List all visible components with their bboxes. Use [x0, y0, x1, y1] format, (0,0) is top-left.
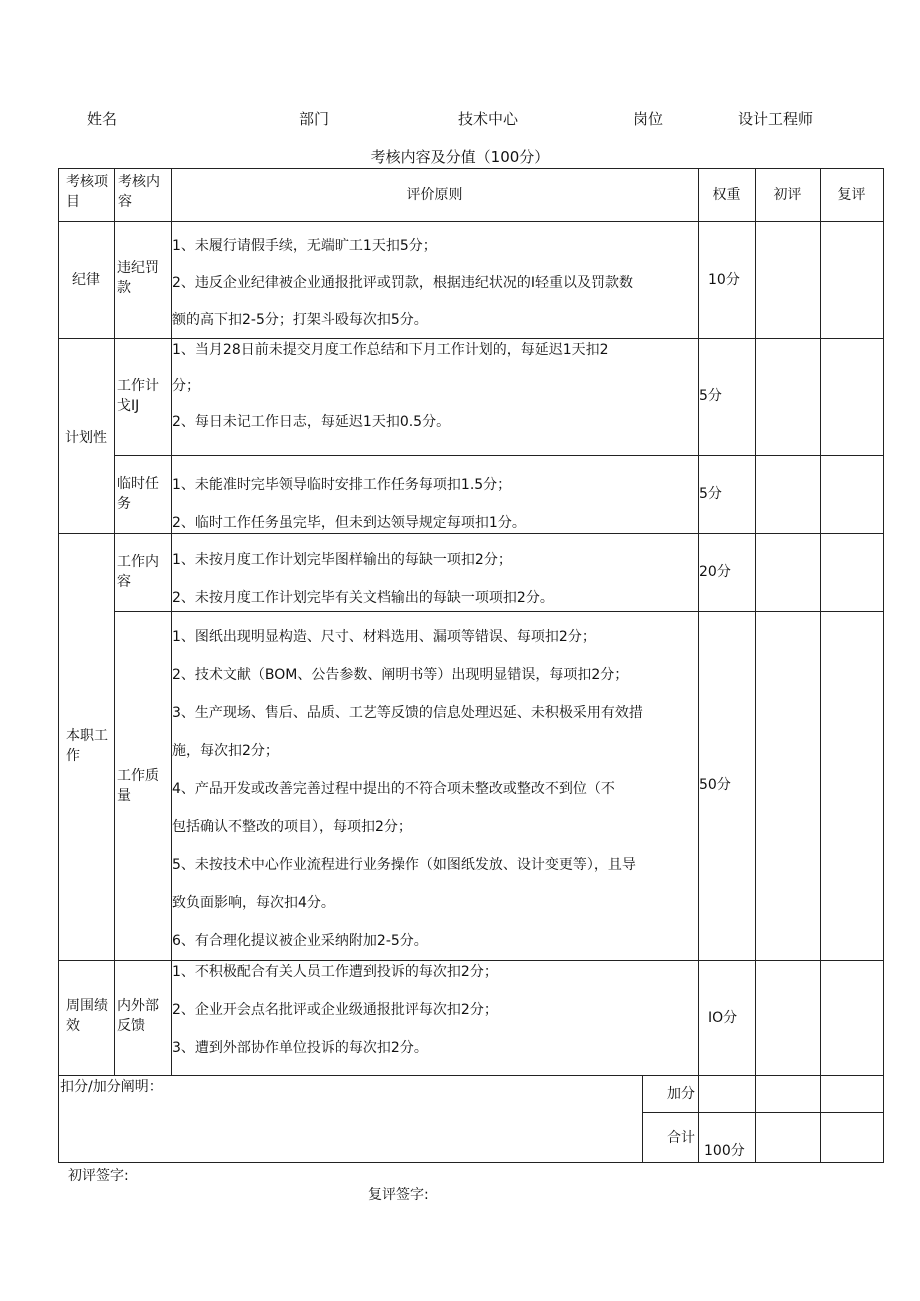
item-plan: 计划性 — [65, 430, 107, 446]
item-feedback: 周围绩效 — [66, 998, 108, 1034]
col-header-second: 复评 — [837, 187, 866, 203]
criteria-line: 包括确认不整改的项目），每项扣2分； — [172, 819, 412, 835]
weight-discipline: 10分 — [708, 272, 740, 288]
second-signature-label: 复评签字: — [368, 1187, 429, 1203]
criteria-line: 1、不积极配合有关人员工作遭到投诉的每次扣2分； — [172, 964, 498, 980]
weight-work-quality: 50分 — [699, 777, 731, 793]
content-feedback: 内外部反馈 — [117, 998, 159, 1034]
criteria-plan — [172, 340, 698, 432]
weight-plan: 5分 — [699, 388, 722, 404]
criteria-line: 2、违反企业纪律被企业通报批评或罚款，根据违纪状况的I轻重以及罚款数 — [172, 275, 634, 291]
criteria-line: 6、有合理化提议被企业采纳附加2-5分。 — [172, 933, 428, 949]
col-header-weight: 权重 — [712, 187, 741, 203]
criteria-line: 1、未按月度工作计划完毕图样输出的每缺一项扣2分； — [172, 552, 512, 568]
criteria-temp — [172, 475, 698, 533]
criteria-line: 2、未按月度工作计划完毕有关文档输出的每缺一项项扣2分。 — [172, 590, 554, 606]
bonus-label: 加分 — [667, 1086, 695, 1102]
criteria-feedback — [172, 962, 698, 1058]
criteria-line: 2、技术文献（BOM、公告参数、阐明书等）出现明显错误，每项扣2分； — [172, 667, 629, 683]
criteria-work-content — [172, 550, 698, 608]
criteria-line: 分； — [172, 378, 200, 394]
criteria-line: 3、生产现场、售后、品质、工艺等反馈的信息处理迟延、未积极采用有效措 — [172, 705, 643, 721]
post-label: 岗位 — [633, 110, 664, 128]
content-temp: 临时任务 — [117, 476, 159, 512]
table-title: 考核内容及分值（100分） — [370, 148, 550, 166]
criteria-line: 1、图纸出现明显构造、尺寸、材料选用、漏项等错误、每项扣2分； — [172, 629, 596, 645]
criteria-line: 5、未按技术中心作业流程进行业务操作（如图纸发放、设计变更等），且导 — [172, 857, 636, 873]
weight-feedback: IO分 — [708, 1010, 738, 1026]
total-value: 100分 — [704, 1143, 745, 1159]
criteria-line: 2、每日未记工作日志，每延迟1天扣0.5分。 — [172, 414, 451, 430]
content-plan: 工作计戈IJ — [117, 378, 159, 414]
col-header-criteria: 评价原则 — [406, 187, 463, 203]
col-header-item: 考核项目 — [66, 174, 108, 210]
criteria-line: 致负面影响，每次扣4分。 — [172, 895, 335, 911]
weight-work-content: 20分 — [699, 564, 731, 580]
total-label: 合计 — [667, 1130, 695, 1146]
col-header-content: 考核内容 — [118, 174, 160, 210]
criteria-line: 2、临时工作任务虽完毕，但未到达领导规定每项扣1分。 — [172, 515, 526, 531]
criteria-line: 3、遭到外部协作单位投诉的每次扣2分。 — [172, 1040, 428, 1056]
name-label: 姓名 — [87, 110, 118, 128]
criteria-line: 额的高下扣2-5分；打架斗殴每次扣5分。 — [172, 312, 428, 328]
criteria-work-quality — [172, 627, 698, 951]
dept-label: 部门 — [299, 110, 330, 128]
note-label: 扣分/加分阐明： — [60, 1079, 163, 1095]
dept-value: 技术中心 — [458, 110, 519, 128]
weight-temp: 5分 — [699, 486, 722, 502]
content-work-content: 工作内容 — [117, 554, 159, 590]
criteria-line: 1、当月28日前未提交月度工作总结和下月工作计划的，每延迟1天扣2 — [172, 342, 609, 358]
criteria-line: 1、未能准时完毕领导临时安排工作任务每项扣1.5分； — [172, 477, 512, 493]
criteria-discipline — [172, 236, 698, 330]
criteria-line: 2、企业开会点名批评或企业级通报批评每次扣2分； — [172, 1002, 498, 1018]
post-value: 设计工程师 — [738, 110, 814, 128]
item-work: 本职工作 — [66, 728, 108, 764]
col-header-first: 初评 — [773, 187, 802, 203]
content-discipline: 违纪罚款 — [117, 260, 159, 296]
criteria-line: 施，每次扣2分； — [172, 743, 279, 759]
content-work-quality: 工作质量 — [117, 768, 159, 804]
criteria-line: 1、未履行请假手续，无端旷工1天扣5分； — [172, 238, 437, 254]
criteria-line: 4、产品开发或改善完善过程中提出的不符合项未整改或整改不到位（不 — [172, 781, 615, 797]
first-signature-label: 初评签字: — [68, 1168, 129, 1184]
item-discipline: 纪律 — [72, 272, 100, 288]
